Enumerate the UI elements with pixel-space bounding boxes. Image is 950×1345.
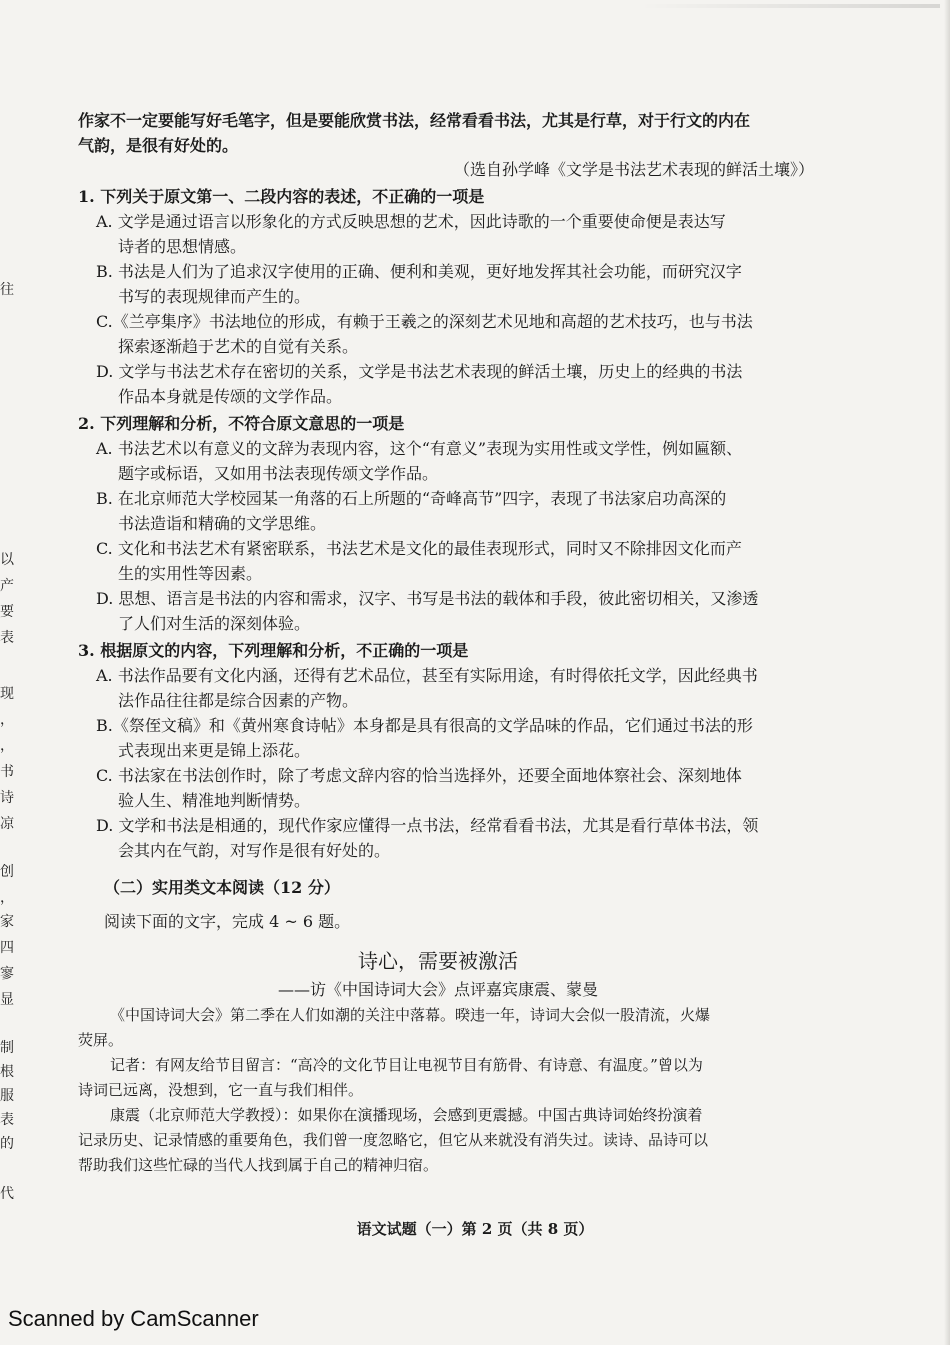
question-3: [78, 638, 798, 863]
paragraph-line: 荧屏。: [78, 1031, 124, 1049]
margin-char: ，: [0, 890, 14, 906]
option-line: A. 文学是通过语言以形象化的方式反映思想的艺术，因此诗歌的一个重要使命便是表达写: [96, 212, 726, 231]
option-line: D. 思想、语言是书法的内容和需求，汉字、书写是书法的载体和手段，彼此密切相关，又渗透: [96, 589, 759, 608]
question-2: [78, 411, 798, 636]
question-stem: 2. 下列理解和分析，不符合原文意思的一项是: [78, 414, 405, 433]
option-b: [78, 259, 798, 309]
paragraph-line: 记录历史、记录情感的重要角色，我们曾一度忽略它，但它从来就没有消失过。读诗、品诗可以: [78, 1131, 709, 1149]
left-margin-bleed-text: [0, 0, 22, 1345]
option-line: C.《兰亭集序》书法地位的形成，有赖于王羲之的深刻艺术见地和高超的艺术技巧，也与书法: [96, 312, 753, 331]
section-heading: （二）实用类文本阅读（12 分）: [104, 878, 340, 897]
option-c: [78, 763, 798, 813]
option-line: C. 书法家在书法创作时，除了考虑文辞内容的恰当选择外，还要全面地体察社会、深刻地体: [96, 766, 742, 785]
margin-char: 寥: [0, 966, 14, 982]
option-d: [78, 813, 798, 863]
margin-char: 表: [0, 1112, 14, 1128]
margin-char: 的: [0, 1136, 14, 1152]
option-line: A. 书法艺术以有意义的文辞为表现内容，这个“有意义”表现为实用性或文学性，例如匾额、: [96, 439, 743, 458]
article-title: 诗心，需要被激活: [358, 949, 518, 973]
option-a: [78, 436, 798, 486]
option-line: D. 文学与书法艺术存在密切的关系，文学是书法艺术表现的鲜活土壤，历史上的经典的书法: [96, 362, 743, 381]
option-c: [78, 309, 798, 359]
scanner-watermark: Scanned by CamScanner: [8, 1306, 259, 1331]
question-stem: 1. 下列关于原文第一、二段内容的表述，不正确的一项是: [78, 187, 485, 206]
margin-char: 根: [0, 1064, 14, 1080]
option-line: 法作品往往都是综合因素的产物。: [118, 691, 359, 710]
article-paragraph: [78, 1103, 798, 1178]
paragraph-line: 记者：有网友给节目留言：“高冷的文化节目让电视节目有筋骨、有诗意、有温度。”曾以为: [110, 1056, 703, 1074]
option-line: B. 书法是人们为了追求汉字使用的正确、便利和美观，更好地发挥其社会功能，而研究汉字: [96, 262, 742, 281]
article-paragraph: [78, 1053, 798, 1103]
question-1: [78, 184, 798, 409]
option-line: 生的实用性等因素。: [118, 564, 263, 583]
option-line: A. 书法作品要有文化内涵，还得有艺术品位，甚至有实际用途，有时得依托文学，因此经典书: [96, 666, 758, 685]
page-content: [78, 108, 814, 1178]
option-line: D. 文学和书法是相通的，现代作家应懂得一点书法，经常看看书法，尤其是看行草体书法，领: [96, 816, 759, 835]
option-a: [78, 663, 798, 713]
question-stem: 3. 根据原文的内容，下列理解和分析，不正确的一项是: [78, 641, 469, 660]
margin-char: 要: [0, 604, 14, 620]
section-instruction: 阅读下面的文字，完成 4 ~ 6 题。: [104, 912, 351, 931]
paragraph-line: 康震（北京师范大学教授）：如果你在演播现场，会感到更震撼。中国古典诗词始终扮演着: [110, 1106, 703, 1124]
margin-char: 凉: [0, 816, 14, 832]
article-subtitle: ——访《中国诗词大会》点评嘉宾康震、蒙曼: [277, 980, 598, 999]
margin-char: ，: [0, 712, 14, 728]
paragraph-line: 《中国诗词大会》第二季在人们如潮的关注中落幕。暌违一年，诗词大会似一股清流，火爆: [110, 1006, 711, 1024]
paragraph-line: 诗词已远离，没想到，它一直与我们相伴。: [78, 1081, 364, 1099]
option-d: [78, 359, 798, 409]
margin-char: 服: [0, 1088, 14, 1104]
option-line: 诗者的思想情感。: [118, 237, 247, 256]
option-d: [78, 586, 798, 636]
option-line: 了人们对生活的深刻体验。: [118, 614, 311, 633]
option-line: 验人生、精准地判断情势。: [118, 791, 311, 810]
source-citation: （选自孙学峰《文学是书法艺术表现的鲜活土壤》）: [453, 160, 814, 179]
option-c: [78, 536, 798, 586]
margin-char: 显: [0, 992, 14, 1008]
option-line: 题字或标语，又如用书法表现传颂文学作品。: [118, 464, 439, 483]
margin-char: 往: [0, 282, 14, 298]
margin-char: 产: [0, 578, 14, 594]
margin-char: 创: [0, 864, 14, 880]
margin-char: 诗: [0, 790, 14, 806]
option-line: C. 文化和书法艺术有紧密联系，书法艺术是文化的最佳表现形式，同时又不除排因文化而产: [96, 539, 742, 558]
margin-char: 制: [0, 1040, 14, 1056]
option-b: [78, 713, 798, 763]
option-line: 书写的表现规律而产生的。: [118, 287, 311, 306]
margin-char: 代: [0, 1186, 14, 1202]
margin-char: 家: [0, 914, 14, 930]
paragraph-line: 帮助我们这些忙碌的当代人找到属于自己的精神归宿。: [78, 1156, 439, 1174]
option-line: 探索逐渐趋于艺术的自觉有关系。: [118, 337, 359, 356]
margin-char: 以: [0, 552, 14, 568]
margin-char: 表: [0, 630, 14, 646]
option-line: B.《祭侄文稿》和《黄州寒食诗帖》本身都是具有很高的文学品味的作品，它们通过书法的形: [96, 716, 753, 735]
option-line: 作品本身就是传颂的文学作品。: [118, 387, 343, 406]
intro-line: 作家不一定要能写好毛笔字，但是要能欣赏书法，经常看看书法，尤其是行草，对于行文的内在: [78, 111, 751, 130]
option-b: [78, 486, 798, 536]
intro-line: 气韵，是很有好处的。: [78, 136, 239, 155]
page-footer: 语文试题（一）第 2 页（共 8 页）: [356, 1220, 594, 1238]
margin-char: 现: [0, 686, 14, 702]
margin-char: ，: [0, 738, 14, 754]
option-line: 书法造诣和精确的文学思维。: [118, 514, 327, 533]
option-line: 式表现出来更是锦上添花。: [118, 741, 311, 760]
margin-char: 书: [0, 764, 14, 780]
option-line: B. 在北京师范大学校园某一角落的石上所题的“奇峰高节”四字，表现了书法家启功高深的: [96, 489, 727, 508]
article-paragraph: [78, 1003, 798, 1053]
option-a: [78, 209, 798, 259]
scan-smudge: [640, 4, 940, 8]
scan-edge-shadow: [944, 0, 950, 1345]
margin-char: 四: [0, 940, 14, 956]
option-line: 会其内在气韵，对写作是很有好处的。: [118, 841, 391, 860]
